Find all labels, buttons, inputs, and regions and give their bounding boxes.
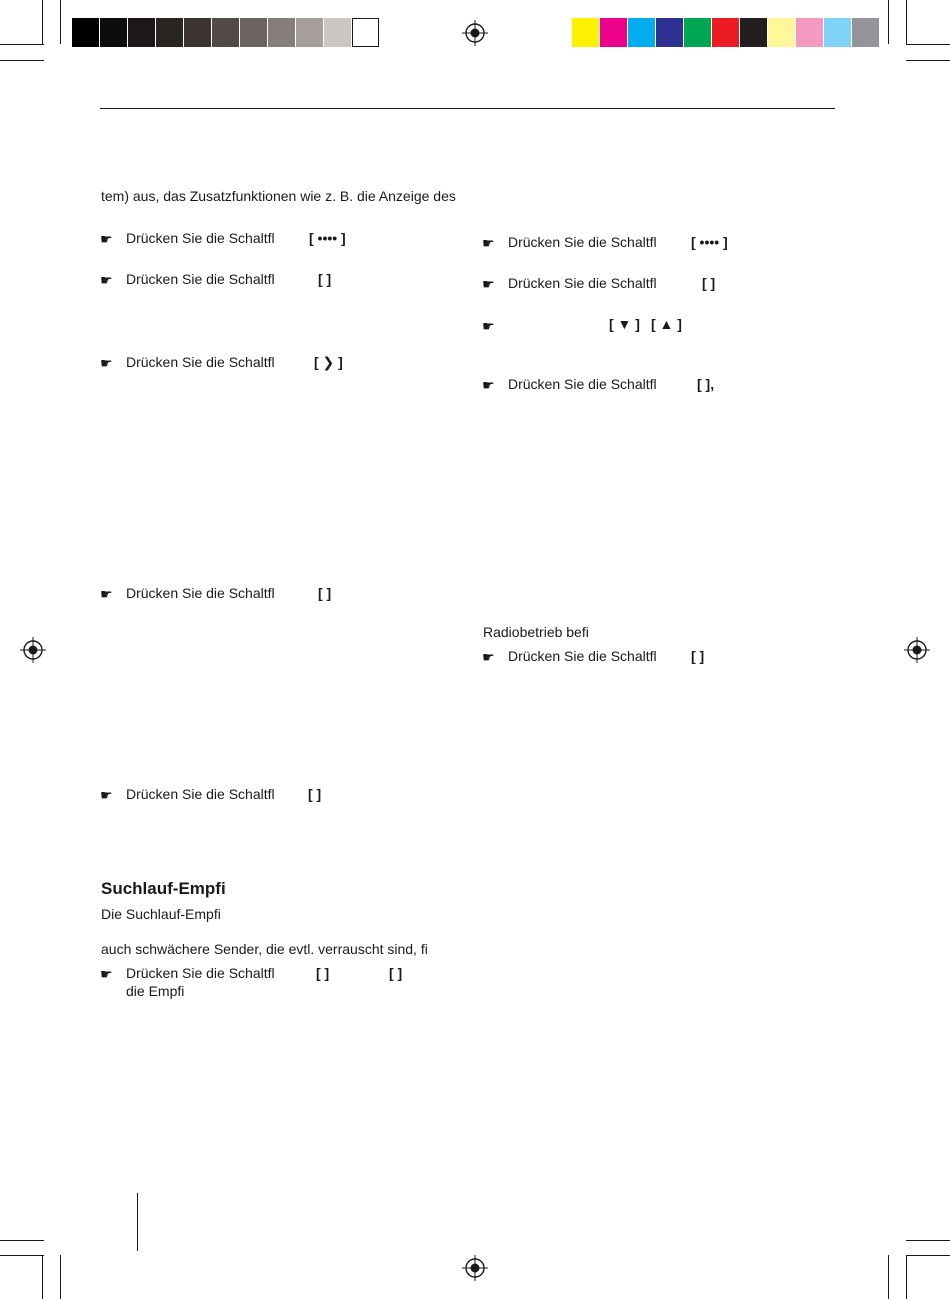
color-swatch bbox=[600, 18, 627, 47]
pointing-hand-icon: ☛ bbox=[100, 966, 113, 982]
crop-mark bbox=[906, 1255, 907, 1299]
color-swatch bbox=[156, 18, 183, 47]
registration-mark-icon bbox=[20, 637, 46, 663]
color-swatch bbox=[796, 18, 823, 47]
intro-line: tem) aus, das Zusatzfunktionen wie z. B. die Anzeige des bbox=[101, 188, 456, 204]
pointing-hand-icon: ☛ bbox=[100, 272, 113, 288]
crop-mark bbox=[42, 0, 43, 44]
step-text: Drücken Sie die Schaltfl bbox=[126, 786, 275, 802]
button-key-label: [ ] bbox=[318, 271, 332, 287]
crop-mark bbox=[906, 0, 907, 44]
color-swatch bbox=[100, 18, 127, 47]
pointing-hand-icon: ☛ bbox=[100, 355, 113, 371]
crop-mark bbox=[0, 44, 44, 45]
section-heading: Suchlauf-Empfi bbox=[101, 879, 226, 898]
color-swatch bbox=[268, 18, 295, 47]
button-key-label: [ ▼ ] bbox=[609, 316, 640, 332]
crop-mark bbox=[0, 60, 44, 61]
button-key-label: [ ] bbox=[308, 786, 322, 802]
registration-mark-icon bbox=[462, 1255, 488, 1281]
crop-mark bbox=[906, 1240, 950, 1241]
crop-mark bbox=[888, 1255, 889, 1299]
section-paragraph: auch schwächere Sender, die evtl. verrauscht sind, fi bbox=[101, 941, 428, 957]
registration-mark-icon bbox=[904, 637, 930, 663]
color-swatch bbox=[184, 18, 211, 47]
crop-mark bbox=[0, 1255, 44, 1256]
color-swatch bbox=[628, 18, 655, 47]
crop-mark bbox=[0, 1240, 44, 1241]
button-key-label: [ ] bbox=[702, 275, 716, 291]
color-swatch bbox=[352, 18, 379, 47]
crop-mark bbox=[906, 60, 950, 61]
pointing-hand-icon: ☛ bbox=[482, 235, 495, 251]
color-swatch bbox=[128, 18, 155, 47]
radio-line: Radiobetrieb befi bbox=[483, 624, 589, 640]
pointing-hand-icon: ☛ bbox=[482, 276, 495, 292]
color-swatch bbox=[740, 18, 767, 47]
color-swatch bbox=[240, 18, 267, 47]
button-key-label: [ •••• ] bbox=[691, 234, 728, 250]
color-swatch bbox=[324, 18, 351, 47]
button-key-label: [ •••• ] bbox=[309, 230, 346, 246]
color-swatch bbox=[684, 18, 711, 47]
step-text: Drücken Sie die Schaltfl bbox=[508, 376, 657, 392]
step-text: Drücken Sie die Schaltfl bbox=[126, 354, 275, 370]
button-key-label: [ ❯ ] bbox=[314, 354, 343, 370]
pointing-hand-icon: ☛ bbox=[100, 586, 113, 602]
crop-mark bbox=[888, 0, 889, 44]
step-text: Drücken Sie die Schaltfl bbox=[508, 234, 657, 250]
color-swatch bbox=[572, 18, 599, 47]
button-key-label: [ ▲ ] bbox=[651, 316, 682, 332]
crop-mark bbox=[60, 1255, 61, 1299]
pointing-hand-icon: ☛ bbox=[482, 649, 495, 665]
button-key-label: [ ] bbox=[318, 585, 332, 601]
step-text-continuation: die Empfi bbox=[126, 983, 185, 999]
color-swatch bbox=[712, 18, 739, 47]
button-key-label: [ ] bbox=[389, 965, 403, 981]
button-key-label: [ ], bbox=[697, 376, 715, 392]
step-text: Drücken Sie die Schaltfl bbox=[126, 271, 275, 287]
color-swatch bbox=[212, 18, 239, 47]
color-swatch bbox=[656, 18, 683, 47]
color-swatch bbox=[768, 18, 795, 47]
button-key-label: [ ] bbox=[691, 648, 705, 664]
button-key-label: [ ] bbox=[316, 965, 330, 981]
pointing-hand-icon: ☛ bbox=[482, 318, 495, 334]
step-text: Drücken Sie die Schaltfl bbox=[126, 585, 275, 601]
registration-mark-icon bbox=[462, 20, 488, 46]
crop-mark bbox=[906, 1255, 950, 1256]
pointing-hand-icon: ☛ bbox=[100, 231, 113, 247]
crop-mark bbox=[42, 1255, 43, 1299]
pointing-hand-icon: ☛ bbox=[100, 787, 113, 803]
color-swatch bbox=[72, 18, 99, 47]
color-swatch bbox=[824, 18, 851, 47]
header-rule bbox=[100, 108, 835, 109]
step-text: Drücken Sie die Schaltfl bbox=[126, 230, 275, 246]
crop-mark bbox=[906, 44, 950, 45]
color-swatch bbox=[852, 18, 879, 47]
crop-mark bbox=[60, 0, 61, 44]
section-paragraph: Die Suchlauf-Empfi bbox=[101, 906, 221, 922]
pointing-hand-icon: ☛ bbox=[482, 377, 495, 393]
step-text: Drücken Sie die Schaltfl bbox=[508, 275, 657, 291]
footer-rule bbox=[137, 1193, 138, 1251]
color-swatch bbox=[296, 18, 323, 47]
step-text: Drücken Sie die Schaltfl bbox=[508, 648, 657, 664]
step-text: Drücken Sie die Schaltfl bbox=[126, 965, 275, 981]
